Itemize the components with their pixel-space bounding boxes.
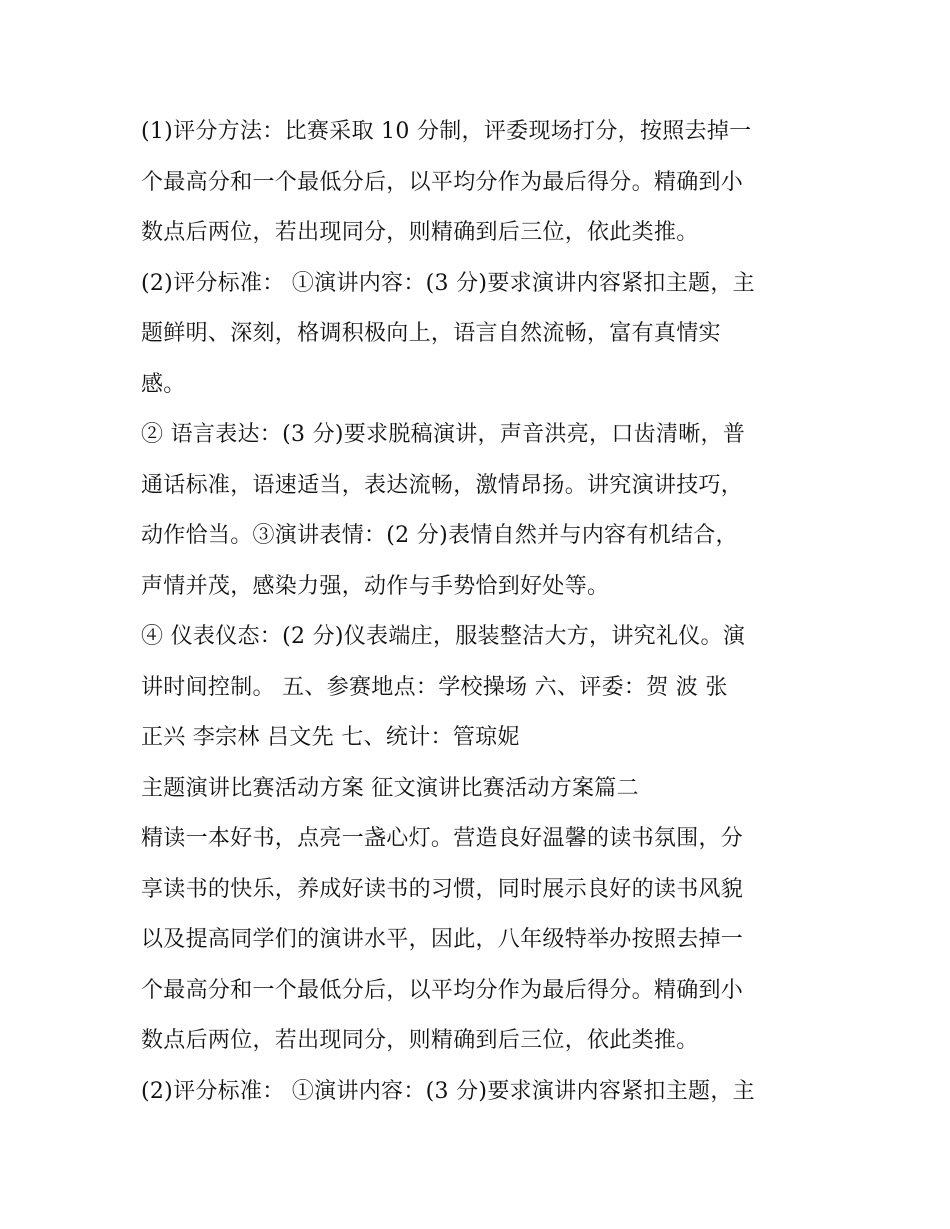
text-line: 享读书的快乐，养成好读书的习惯，同时展示良好的读书风貌: [141, 876, 744, 902]
text-line: (1)评分方法：比赛采取 10 分制，评委现场打分，按照去掉一: [141, 119, 752, 144]
text-line: 个最高分和一个最低分后，以平均分作为最后得分。精确到小: [141, 977, 744, 1003]
text-line: (2)评分标准： ①演讲内容：(3 分)要求演讲内容紧扣主题，主: [141, 270, 755, 296]
text-line: 数点后两位，若出现同分，则精确到后三位，依此类推。: [141, 1028, 699, 1053]
text-line: 以及提高同学们的演讲水平，因此，八年级特举办按照去掉一: [141, 927, 744, 952]
text-line: 正兴 李宗林 吕文先 七、统计：管琼妮: [141, 725, 520, 750]
text-line: ④ 仪表仪态：(2 分)仪表端庄，服装整洁大方，讲究礼仪。演: [141, 624, 746, 649]
text-line: 感。: [141, 371, 186, 397]
text-line: 数点后两位，若出现同分，则精确到后三位，依此类推。: [141, 220, 699, 245]
document-body: [141, 107, 821, 1117]
text-line: 题鲜明、深刻，格调积极向上，语言自然流畅，富有真情实: [141, 321, 721, 346]
text-line: 声情并茂，感染力强，动作与手势恰到好处等。: [141, 573, 610, 599]
text-line: ② 语言表达：(3 分)要求脱稿演讲，声音洪亮，口齿清晰，普: [141, 422, 746, 447]
text-line: 讲时间控制。 五、参赛地点：学校操场 六、评委：贺 波 张: [141, 674, 728, 700]
text-line: 通话标准，语速适当，表达流畅，激情昂扬。讲究演讲技巧，: [141, 472, 744, 498]
section-heading: 主题演讲比赛活动方案 征文演讲比赛活动方案篇二: [141, 775, 639, 801]
text-line: 个最高分和一个最低分后，以平均分作为最后得分。精确到小: [141, 169, 744, 195]
text-line: 精读一本好书，点亮一盏心灯。营造良好温馨的读书氛围，分: [141, 826, 744, 851]
text-line: (2)评分标准： ①演讲内容：(3 分)要求演讲内容紧扣主题，主: [141, 1078, 755, 1104]
text-line: 动作恰当。③演讲表情：(2 分)表情自然并与内容有机结合，: [141, 523, 738, 548]
